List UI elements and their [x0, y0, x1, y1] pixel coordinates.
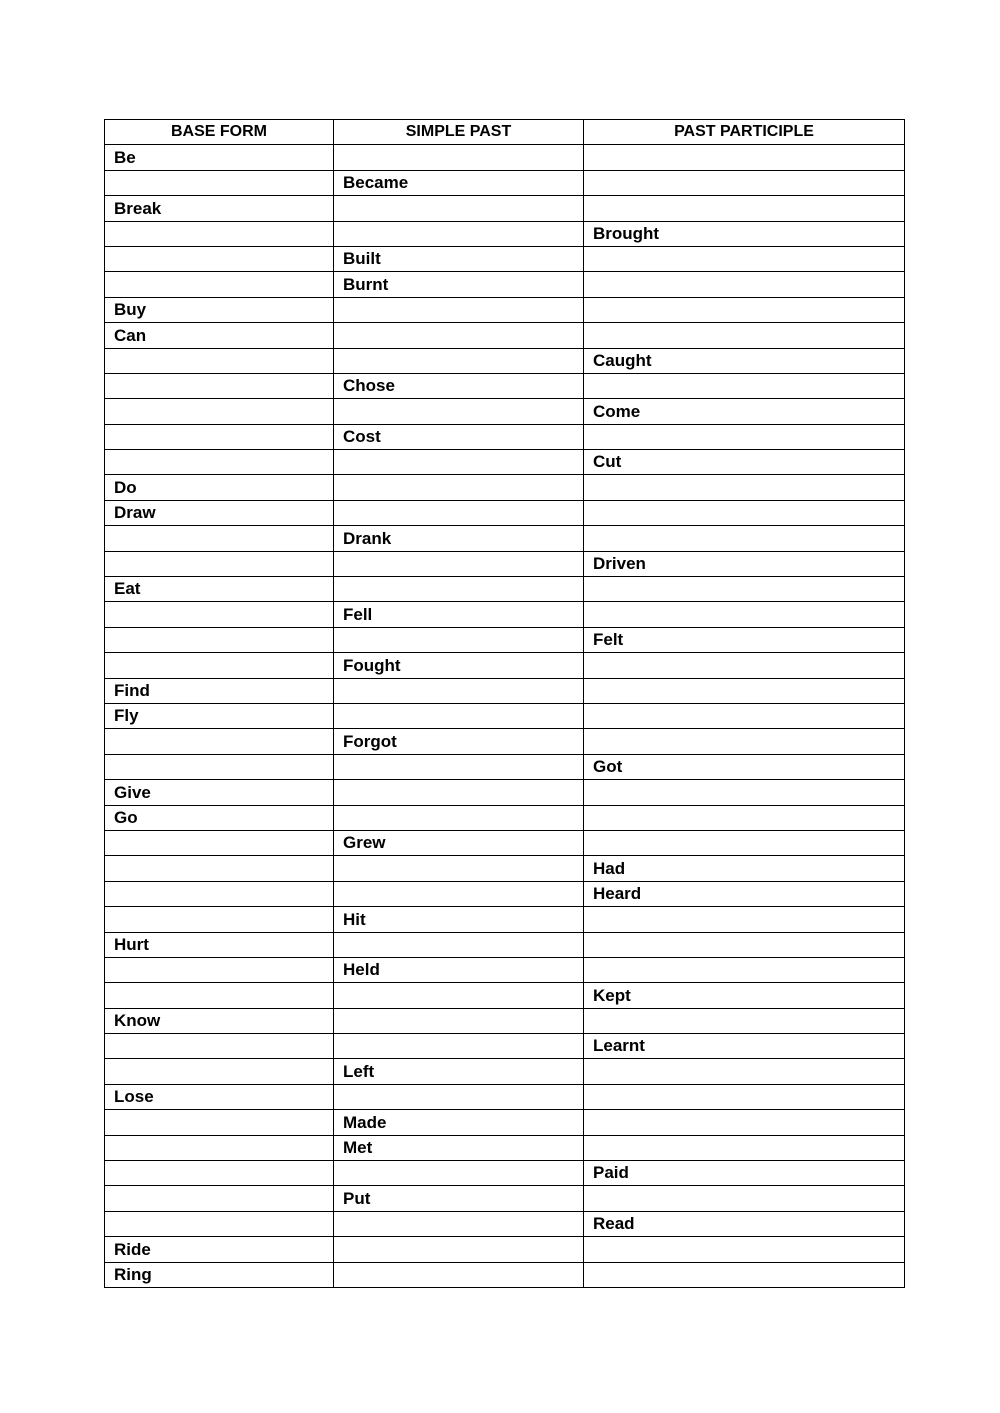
past-participle-cell[interactable]: [584, 373, 905, 398]
simple-past-cell[interactable]: [334, 145, 584, 170]
base-form-cell[interactable]: [105, 1059, 334, 1084]
header-past-participle: PAST PARTICIPLE: [584, 120, 905, 145]
table-row: [105, 907, 905, 932]
table-row: [105, 551, 905, 576]
past-participle-cell[interactable]: [584, 246, 905, 271]
simple-past-cell: Fell: [334, 602, 584, 627]
simple-past-cell[interactable]: [334, 297, 584, 322]
simple-past-cell: Cost: [334, 424, 584, 449]
header-base-form: BASE FORM: [105, 120, 334, 145]
past-participle-cell[interactable]: [584, 500, 905, 525]
past-participle-cell: Got: [584, 754, 905, 779]
table-row: [105, 145, 905, 170]
table-row: [105, 983, 905, 1008]
table-row: [105, 678, 905, 703]
simple-past-cell[interactable]: [334, 1211, 584, 1236]
table-row: [105, 1084, 905, 1109]
base-form-cell: Do: [105, 475, 334, 500]
simple-past-cell[interactable]: [334, 780, 584, 805]
simple-past-cell[interactable]: [334, 627, 584, 652]
table-row: [105, 1237, 905, 1262]
table-header-row: [105, 120, 905, 145]
past-participle-cell[interactable]: [584, 196, 905, 221]
base-form-cell[interactable]: [105, 424, 334, 449]
base-form-cell[interactable]: [105, 1186, 334, 1211]
table-row: [105, 957, 905, 982]
table-row: [105, 1161, 905, 1186]
table-row: [105, 703, 905, 728]
past-participle-cell: Had: [584, 856, 905, 881]
past-participle-cell: Driven: [584, 551, 905, 576]
table-row: [105, 373, 905, 398]
table-row: [105, 1008, 905, 1033]
base-form-cell: Can: [105, 323, 334, 348]
base-form-cell[interactable]: [105, 399, 334, 424]
simple-past-cell[interactable]: [334, 221, 584, 246]
table-row: [105, 932, 905, 957]
base-form-cell[interactable]: [105, 551, 334, 576]
table-row: [105, 830, 905, 855]
simple-past-cell[interactable]: [334, 856, 584, 881]
past-participle-cell[interactable]: [584, 1262, 905, 1287]
simple-past-cell[interactable]: [334, 399, 584, 424]
base-form-cell[interactable]: [105, 830, 334, 855]
table-row: [105, 627, 905, 652]
table-row: [105, 348, 905, 373]
table-row: [105, 526, 905, 551]
table-row: [105, 221, 905, 246]
past-participle-cell[interactable]: [584, 272, 905, 297]
past-participle-cell[interactable]: [584, 729, 905, 754]
simple-past-cell[interactable]: [334, 1008, 584, 1033]
base-form-cell: Give: [105, 780, 334, 805]
base-form-cell[interactable]: [105, 1211, 334, 1236]
base-form-cell: Go: [105, 805, 334, 830]
past-participle-cell: Heard: [584, 881, 905, 906]
simple-past-cell[interactable]: [334, 932, 584, 957]
table-row: [105, 450, 905, 475]
base-form-cell[interactable]: [105, 856, 334, 881]
table-row: [105, 1135, 905, 1160]
base-form-cell[interactable]: [105, 1110, 334, 1135]
base-form-cell[interactable]: [105, 348, 334, 373]
past-participle-cell[interactable]: [584, 703, 905, 728]
base-form-cell[interactable]: [105, 754, 334, 779]
past-participle-cell[interactable]: [584, 323, 905, 348]
base-form-cell[interactable]: [105, 1135, 334, 1160]
table-row: [105, 272, 905, 297]
past-participle-cell: Kept: [584, 983, 905, 1008]
base-form-cell[interactable]: [105, 653, 334, 678]
table-row: [105, 297, 905, 322]
simple-past-cell: Chose: [334, 373, 584, 398]
table-row: [105, 1059, 905, 1084]
simple-past-cell[interactable]: [334, 983, 584, 1008]
past-participle-cell[interactable]: [584, 526, 905, 551]
base-form-cell[interactable]: [105, 1034, 334, 1059]
base-form-cell: Know: [105, 1008, 334, 1033]
simple-past-cell[interactable]: [334, 348, 584, 373]
base-form-cell: Be: [105, 145, 334, 170]
table-row: [105, 475, 905, 500]
base-form-cell[interactable]: [105, 272, 334, 297]
base-form-cell[interactable]: [105, 907, 334, 932]
past-participle-cell[interactable]: [584, 830, 905, 855]
table-body: [105, 145, 905, 1288]
simple-past-cell[interactable]: [334, 475, 584, 500]
simple-past-cell[interactable]: [334, 1034, 584, 1059]
simple-past-cell[interactable]: [334, 323, 584, 348]
past-participle-cell[interactable]: [584, 145, 905, 170]
simple-past-cell[interactable]: [334, 881, 584, 906]
base-form-cell[interactable]: [105, 881, 334, 906]
simple-past-cell: Left: [334, 1059, 584, 1084]
past-participle-cell: Cut: [584, 450, 905, 475]
simple-past-cell: Became: [334, 170, 584, 195]
simple-past-cell: Built: [334, 246, 584, 271]
past-participle-cell[interactable]: [584, 1110, 905, 1135]
table-row: [105, 1262, 905, 1287]
past-participle-cell[interactable]: [584, 805, 905, 830]
simple-past-cell: Met: [334, 1135, 584, 1160]
table-row: [105, 1211, 905, 1236]
past-participle-cell: Caught: [584, 348, 905, 373]
base-form-cell: Buy: [105, 297, 334, 322]
base-form-cell: Ride: [105, 1237, 334, 1262]
base-form-cell[interactable]: [105, 170, 334, 195]
table-row: [105, 729, 905, 754]
base-form-cell: Ring: [105, 1262, 334, 1287]
table-row: [105, 577, 905, 602]
simple-past-cell: Fought: [334, 653, 584, 678]
table-row: [105, 246, 905, 271]
base-form-cell[interactable]: [105, 246, 334, 271]
past-participle-cell[interactable]: [584, 1135, 905, 1160]
simple-past-cell: Made: [334, 1110, 584, 1135]
past-participle-cell[interactable]: [584, 957, 905, 982]
table-row: [105, 1110, 905, 1135]
base-form-cell[interactable]: [105, 526, 334, 551]
past-participle-cell[interactable]: [584, 780, 905, 805]
simple-past-cell[interactable]: [334, 678, 584, 703]
simple-past-cell: Hit: [334, 907, 584, 932]
table-row: [105, 170, 905, 195]
simple-past-cell[interactable]: [334, 1237, 584, 1262]
past-participle-cell[interactable]: [584, 907, 905, 932]
past-participle-cell[interactable]: [584, 602, 905, 627]
simple-past-cell[interactable]: [334, 551, 584, 576]
table-row: [105, 754, 905, 779]
past-participle-cell: Come: [584, 399, 905, 424]
simple-past-cell[interactable]: [334, 1161, 584, 1186]
base-form-cell[interactable]: [105, 729, 334, 754]
past-participle-cell[interactable]: [584, 1186, 905, 1211]
base-form-cell[interactable]: [105, 450, 334, 475]
simple-past-cell[interactable]: [334, 754, 584, 779]
base-form-cell: Fly: [105, 703, 334, 728]
base-form-cell: Find: [105, 678, 334, 703]
table-row: [105, 602, 905, 627]
past-participle-cell[interactable]: [584, 475, 905, 500]
past-participle-cell[interactable]: [584, 678, 905, 703]
base-form-cell: Lose: [105, 1084, 334, 1109]
base-form-cell[interactable]: [105, 373, 334, 398]
past-participle-cell: Learnt: [584, 1034, 905, 1059]
simple-past-cell[interactable]: [334, 450, 584, 475]
table-row: [105, 424, 905, 449]
base-form-cell[interactable]: [105, 983, 334, 1008]
simple-past-cell: Drank: [334, 526, 584, 551]
table-row: [105, 881, 905, 906]
base-form-cell[interactable]: [105, 1161, 334, 1186]
base-form-cell[interactable]: [105, 627, 334, 652]
past-participle-cell: Paid: [584, 1161, 905, 1186]
table-row: [105, 500, 905, 525]
base-form-cell: Hurt: [105, 932, 334, 957]
past-participle-cell[interactable]: [584, 1059, 905, 1084]
table-row: [105, 805, 905, 830]
past-participle-cell[interactable]: [584, 170, 905, 195]
past-participle-cell[interactable]: [584, 932, 905, 957]
table-row: [105, 1034, 905, 1059]
past-participle-cell[interactable]: [584, 424, 905, 449]
table-row: [105, 653, 905, 678]
simple-past-cell: Grew: [334, 830, 584, 855]
table-row: [105, 1186, 905, 1211]
simple-past-cell: Put: [334, 1186, 584, 1211]
base-form-cell: Draw: [105, 500, 334, 525]
irregular-verbs-table: [104, 119, 905, 1288]
base-form-cell[interactable]: [105, 957, 334, 982]
past-participle-cell[interactable]: [584, 1084, 905, 1109]
base-form-cell: Eat: [105, 577, 334, 602]
past-participle-cell[interactable]: [584, 297, 905, 322]
base-form-cell[interactable]: [105, 221, 334, 246]
simple-past-cell: Held: [334, 957, 584, 982]
past-participle-cell: Read: [584, 1211, 905, 1236]
simple-past-cell[interactable]: [334, 1262, 584, 1287]
simple-past-cell[interactable]: [334, 805, 584, 830]
simple-past-cell[interactable]: [334, 196, 584, 221]
simple-past-cell[interactable]: [334, 703, 584, 728]
table-row: [105, 856, 905, 881]
simple-past-cell: Forgot: [334, 729, 584, 754]
simple-past-cell[interactable]: [334, 500, 584, 525]
header-simple-past: SIMPLE PAST: [334, 120, 584, 145]
past-participle-cell[interactable]: [584, 653, 905, 678]
table-row: [105, 399, 905, 424]
base-form-cell[interactable]: [105, 602, 334, 627]
past-participle-cell: Brought: [584, 221, 905, 246]
simple-past-cell: Burnt: [334, 272, 584, 297]
past-participle-cell[interactable]: [584, 1237, 905, 1262]
simple-past-cell[interactable]: [334, 577, 584, 602]
simple-past-cell[interactable]: [334, 1084, 584, 1109]
table-row: [105, 780, 905, 805]
table-row: [105, 196, 905, 221]
base-form-cell: Break: [105, 196, 334, 221]
past-participle-cell[interactable]: [584, 577, 905, 602]
table-row: [105, 323, 905, 348]
past-participle-cell: Felt: [584, 627, 905, 652]
past-participle-cell[interactable]: [584, 1008, 905, 1033]
